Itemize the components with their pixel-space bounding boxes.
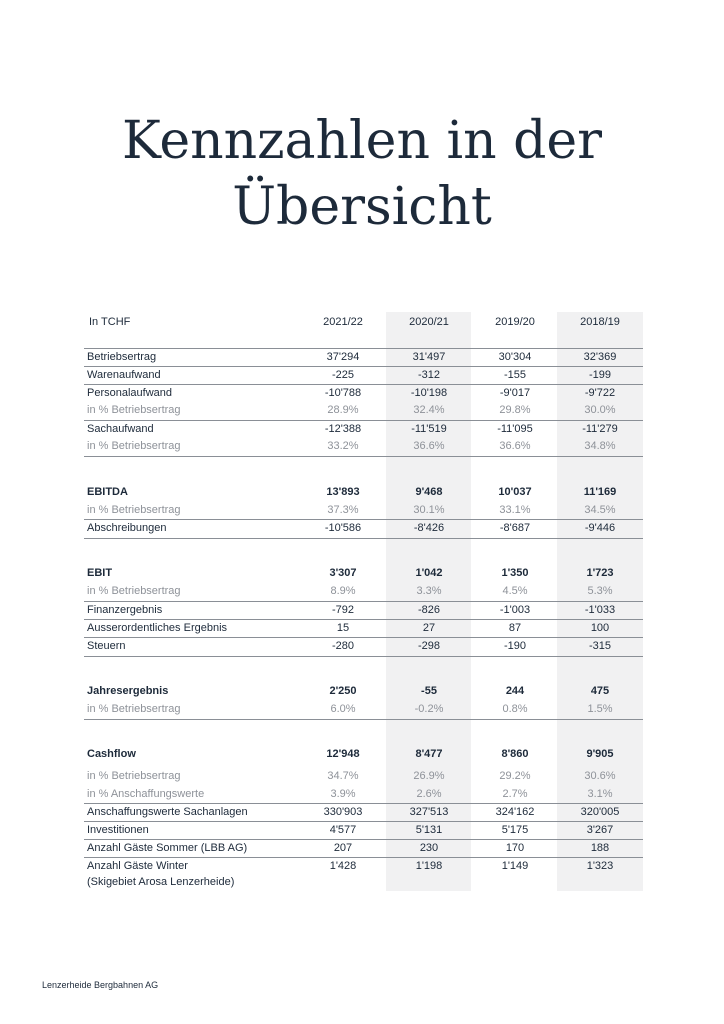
table-row <box>84 857 643 892</box>
cell-value: 330'903 <box>323 806 363 818</box>
cell-value: -9'722 <box>584 387 616 399</box>
year-header: 2020/21 <box>409 316 449 328</box>
row-label-continued: (Skigebiet Arosa Lenzerheide) <box>87 876 235 888</box>
cell-value: 230 <box>419 842 439 854</box>
cell-value: 8'860 <box>501 748 529 760</box>
cell-value: 29.2% <box>499 770 531 782</box>
cell-value: 34.5% <box>584 504 616 516</box>
footer-company: Lenzerheide Bergbahnen AG <box>42 980 159 990</box>
cell-value: -12'388 <box>324 423 362 435</box>
table-row <box>84 768 643 786</box>
cell-value: -8'426 <box>413 522 445 534</box>
table-header <box>84 312 643 342</box>
cell-value: -298 <box>417 640 441 652</box>
cell-value: 3.1% <box>587 788 613 800</box>
cell-value: -312 <box>417 369 441 381</box>
cell-value: -225 <box>331 369 355 381</box>
row-label: in % Betriebsertrag <box>87 440 181 452</box>
cell-value: -199 <box>588 369 612 381</box>
cell-value: 30.1% <box>413 504 445 516</box>
table-row <box>84 821 643 840</box>
cell-value: 1.5% <box>587 703 613 715</box>
cell-value: 475 <box>590 685 610 697</box>
cell-value: 12'948 <box>326 748 360 760</box>
cell-value: 26.9% <box>413 770 445 782</box>
row-label: EBITDA <box>87 486 128 498</box>
cell-value: 15 <box>336 622 350 634</box>
table-row <box>84 502 643 520</box>
cell-value: 1'149 <box>501 860 529 872</box>
table-row <box>84 519 643 539</box>
title-line-2: Übersicht <box>232 177 492 237</box>
cell-value: -10'586 <box>324 522 362 534</box>
cell-value: 3'267 <box>586 824 614 836</box>
cell-value: 5'131 <box>415 824 443 836</box>
row-label: Steuern <box>87 640 126 652</box>
table-row <box>84 786 643 804</box>
cell-value: 1'350 <box>501 567 529 579</box>
row-label: in % Anschaffungswerte <box>87 788 205 800</box>
cell-value: -1'033 <box>584 604 616 616</box>
cell-value: 31'497 <box>412 351 446 363</box>
title-line-1: Kennzahlen in der <box>121 111 603 171</box>
year-header: 2019/20 <box>495 316 535 328</box>
cell-value: 30'304 <box>498 351 532 363</box>
cell-value: -792 <box>331 604 355 616</box>
cell-value: 1'323 <box>586 860 614 872</box>
row-label: EBIT <box>87 567 113 579</box>
cell-value: 244 <box>505 685 525 697</box>
cell-value: 1'042 <box>415 567 443 579</box>
table-row <box>84 348 643 367</box>
cell-value: 37'294 <box>326 351 360 363</box>
page-title <box>0 108 724 240</box>
cell-value: 2'250 <box>329 685 357 697</box>
cell-value: 3.9% <box>330 788 356 800</box>
cell-value: 170 <box>505 842 525 854</box>
cell-value: 8.9% <box>330 585 356 597</box>
cell-value: 188 <box>590 842 610 854</box>
cell-value: 9'468 <box>415 486 443 498</box>
cell-value: 4'577 <box>329 824 357 836</box>
table-row <box>84 565 643 583</box>
cell-value: 3'307 <box>329 567 357 579</box>
table-row <box>84 601 643 620</box>
cell-value: -9'017 <box>499 387 531 399</box>
cell-value: 10'037 <box>498 486 532 498</box>
cell-value: 1'198 <box>415 860 443 872</box>
cell-value: -1'003 <box>499 604 531 616</box>
year-header: 2018/19 <box>580 316 620 328</box>
cell-value: 27 <box>422 622 436 634</box>
cell-value: 2.7% <box>502 788 528 800</box>
table-row <box>84 402 643 420</box>
cell-value: 87 <box>508 622 522 634</box>
cell-value: 324'162 <box>495 806 535 818</box>
cell-value: 33.1% <box>499 504 531 516</box>
cell-value: 1'723 <box>586 567 614 579</box>
row-label: Personalaufwand <box>87 387 173 399</box>
row-label: Sachaufwand <box>87 423 154 435</box>
cell-value: 36.6% <box>499 440 531 452</box>
cell-value: 36.6% <box>413 440 445 452</box>
cell-value: -0.2% <box>414 703 444 715</box>
cell-value: 32.4% <box>413 404 445 416</box>
row-label: in % Betriebsertrag <box>87 404 181 416</box>
row-label: in % Betriebsertrag <box>87 585 181 597</box>
row-label: in % Betriebsertrag <box>87 703 181 715</box>
cell-value: 34.8% <box>584 440 616 452</box>
table-row <box>84 619 643 638</box>
row-label: Anzahl Gäste Winter <box>87 860 188 872</box>
row-label: Warenaufwand <box>87 369 161 381</box>
table-row <box>84 839 643 858</box>
cell-value: 2.6% <box>416 788 442 800</box>
cell-value: 33.2% <box>327 440 359 452</box>
cell-value: -826 <box>417 604 441 616</box>
table-row <box>84 746 643 768</box>
row-label: Investitionen <box>87 824 149 836</box>
cell-value: 28.9% <box>327 404 359 416</box>
row-label: Ausserordentliches Ergebnis <box>87 622 228 634</box>
row-label: Anzahl Gäste Sommer (LBB AG) <box>87 842 248 854</box>
cell-value: 6.0% <box>330 703 356 715</box>
cell-value: -11'279 <box>582 423 618 435</box>
row-label: Jahresergebnis <box>87 685 169 697</box>
cell-value: 34.7% <box>327 770 359 782</box>
cell-value: 32'369 <box>583 351 617 363</box>
cell-value: -8'687 <box>499 522 531 534</box>
cell-value: 8'477 <box>415 748 443 760</box>
cell-value: 30.0% <box>584 404 616 416</box>
cell-value: 320'005 <box>580 806 620 818</box>
cell-value: 13'893 <box>326 486 360 498</box>
cell-value: 29.8% <box>499 404 531 416</box>
cell-value: 4.5% <box>502 585 528 597</box>
row-label: Abschreibungen <box>87 522 167 534</box>
cell-value: 37.3% <box>327 504 359 516</box>
cell-value: 11'169 <box>583 486 617 498</box>
cell-value: 9'905 <box>586 748 614 760</box>
year-header: 2021/22 <box>323 316 363 328</box>
cell-value: -9'446 <box>584 522 616 534</box>
unit-label: In TCHF <box>89 316 131 328</box>
cell-value: 207 <box>333 842 353 854</box>
cell-value: -11'095 <box>497 423 533 435</box>
table-row <box>84 583 643 601</box>
cell-value: 5'175 <box>501 824 529 836</box>
cell-value: -10'788 <box>324 387 362 399</box>
cell-value: 0.8% <box>502 703 528 715</box>
table-row <box>84 438 643 457</box>
cell-value: -10'198 <box>410 387 448 399</box>
cell-value: -155 <box>503 369 527 381</box>
table-row <box>84 420 643 439</box>
row-label: in % Betriebsertrag <box>87 770 181 782</box>
cell-value: -280 <box>331 640 355 652</box>
cell-value: -315 <box>588 640 612 652</box>
table-row <box>84 803 643 822</box>
table-row <box>84 683 643 701</box>
cell-value: -190 <box>503 640 527 652</box>
cell-value: -55 <box>421 685 437 697</box>
cell-value: 1'428 <box>329 860 357 872</box>
row-label: Betriebsertrag <box>87 351 157 363</box>
cell-value: 327'513 <box>409 806 449 818</box>
table-row <box>84 701 643 720</box>
row-label: in % Betriebsertrag <box>87 504 181 516</box>
row-label: Cashflow <box>87 748 136 760</box>
table-row <box>84 366 643 385</box>
cell-value: 3.3% <box>416 585 442 597</box>
cell-value: 5.3% <box>587 585 613 597</box>
row-label: Finanzergebnis <box>87 604 163 616</box>
row-label: Anschaffungswerte Sachanlagen <box>87 806 248 818</box>
cell-value: -11'519 <box>411 423 447 435</box>
table-row <box>84 384 643 403</box>
cell-value: 100 <box>590 622 610 634</box>
table-row <box>84 484 643 502</box>
cell-value: 30.6% <box>584 770 616 782</box>
table-row <box>84 637 643 657</box>
